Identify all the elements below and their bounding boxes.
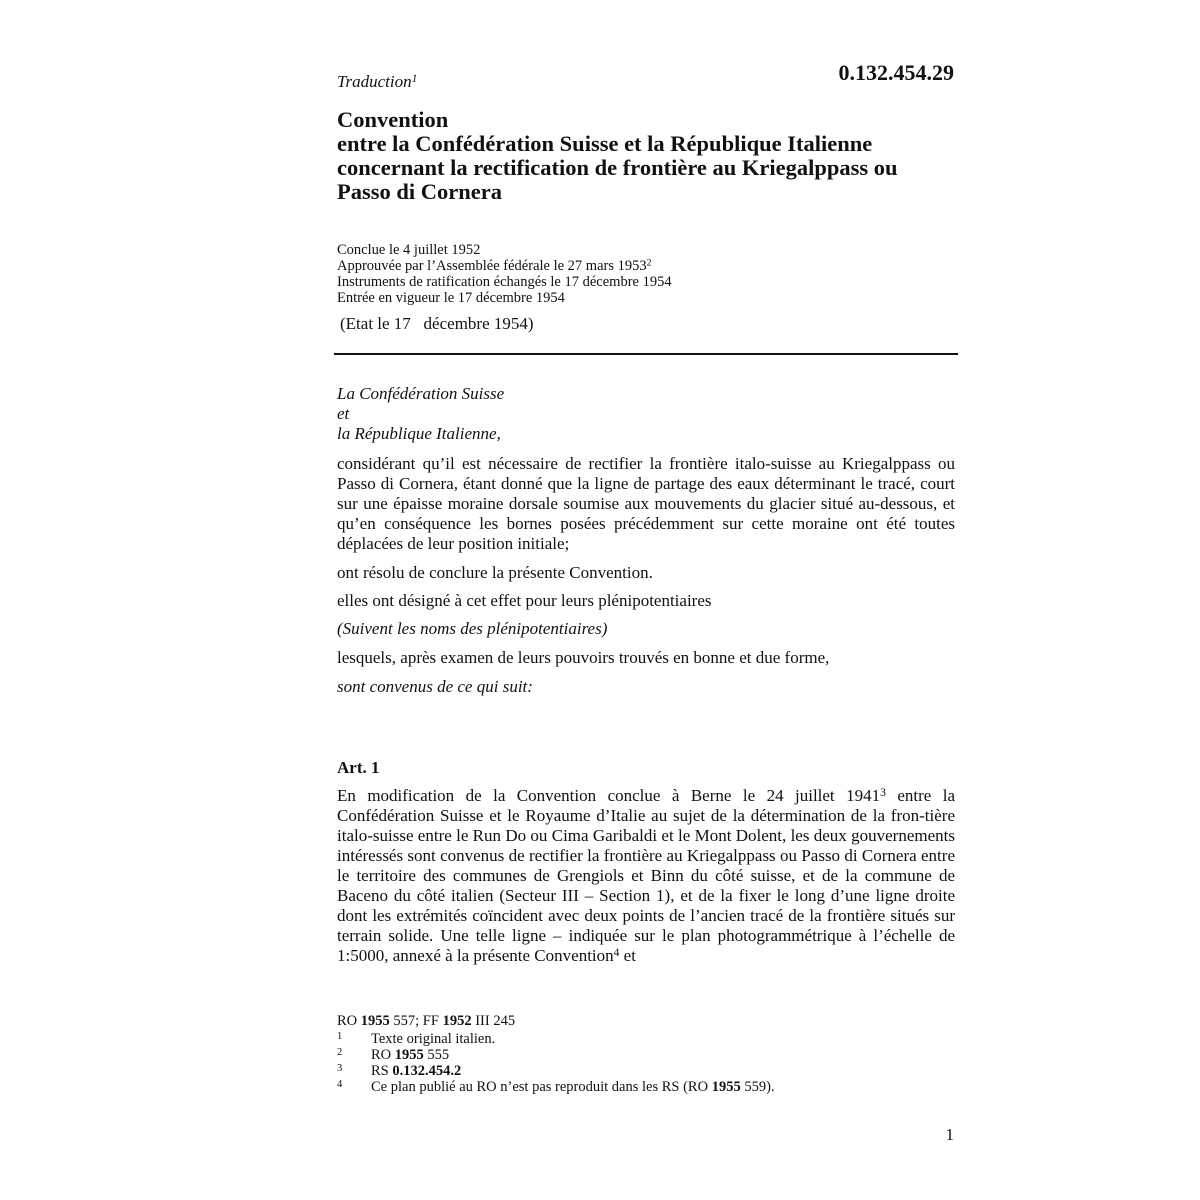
status-date: (Etat le 17 décembre 1954) [340,314,534,333]
title-line: Passo di Cornera [337,179,502,204]
footnote-1: 1 Texte original italien. [337,1031,496,1047]
ratification-date: Instruments de ratification échangés le 17 décembre 1954 [337,274,672,290]
translation-text: Traduction [337,72,412,91]
title-line: concernant la rectification de frontière au Kriegalppass ou [337,155,898,180]
party-conjunction: et [337,404,350,423]
preamble-designation: elles ont désigné à cet effet pour leurs plénipotentiaires [337,591,712,610]
preamble-plenipotentiaries: (Suivent les noms des plénipotentiaires) [337,619,608,638]
title-line: Convention [337,107,449,132]
footnote-ref-4[interactable]: 4 [613,945,620,959]
footnote-ref-3[interactable]: 3 [880,785,886,799]
footnote-ref-1[interactable]: 1 [411,71,418,85]
article-1-text: En modification de la Convention conclue à Berne le 24 juillet 1941$^3$ entre la Confédération Suisse et le Royaume d’Italie au sujet de la détermination de la fron-tière italo-suisse entre le Run Do ou Cima Garibaldi et le Mont Dolent, les deux gouvernements intéressés sont convenus de rectifier la frontière au Kriegalppass ou Passo di Cornera entre le territoire des communes de Grengiols et Binn du côté suisse, et de la commune de Baceno du côté italien (Secteur III – Section 1), et de la fixer le long d’une ligne droite dont les extrémités coïncident avec deux points de l’ancien tracé de la frontière situés sur terrain solide. Une telle ligne – indiquée sur le plan photogrammétrique à l’échelle de 1:5000, annexé à la présente Convention$^4$ et [337,785,956,965]
preamble-agreed: sont convenus de ce qui suit: [337,677,533,696]
article-1-heading: Art. 1 [337,758,380,777]
page-number: 1 [945,1125,954,1144]
translation-label [337,72,417,92]
rs-number: 0.132.454.29 [838,60,954,85]
title-line: entre la Confédération Suisse et la République Italienne [337,131,873,156]
preamble-considerant: considérant qu’il est nécessaire de rectifier la frontière italo-suisse au Kriegalppass ou Passo di Cornera, étant donné que la ligne de partage des eaux déterminant le tracé, court sur une épaisse moraine dorsale soumise aux mouvements du glacier situé au-dessous, et qu’en conséquence les bornes posées précédemment sur cette moraine ont été toutes déplacées de leur position initiale; [337,454,955,553]
footnote-4: 4 Ce plan publié au RO n’est pas reproduit dans les RS (RO 1955 559). [337,1079,775,1095]
preamble-resolution: ont résolu de conclure la présente Convention. [337,563,653,582]
conclusion-date: Conclue le 4 juillet 1952 [337,242,481,258]
footnote-2: 2 RO 1955 555 [337,1047,450,1063]
entry-into-force-date: Entrée en vigueur le 17 décembre 1954 [337,290,565,306]
party-switzerland: La Confédération Suisse [337,384,505,403]
footnotes [337,1031,775,1095]
document-title [337,108,957,204]
treaty-metadata [337,242,672,306]
footnote-3: 3 RS 0.132.454.2 [337,1063,462,1079]
contracting-parties [337,384,504,444]
party-italy: la République Italienne, [337,424,501,443]
approval-date: Approuvée par l’Assemblée fédérale le 27 mars 1953$^2$ [337,257,652,274]
preamble-powers: lesquels, après examen de leurs pouvoirs trouvés en bonne et due forme, [337,648,830,667]
footnote-ref-2[interactable]: 2 [646,257,652,269]
horizontal-rule [334,353,958,355]
publication-reference: RO 1955 557; FF 1952 III 245 [337,1013,516,1029]
document-page [337,0,957,1200]
